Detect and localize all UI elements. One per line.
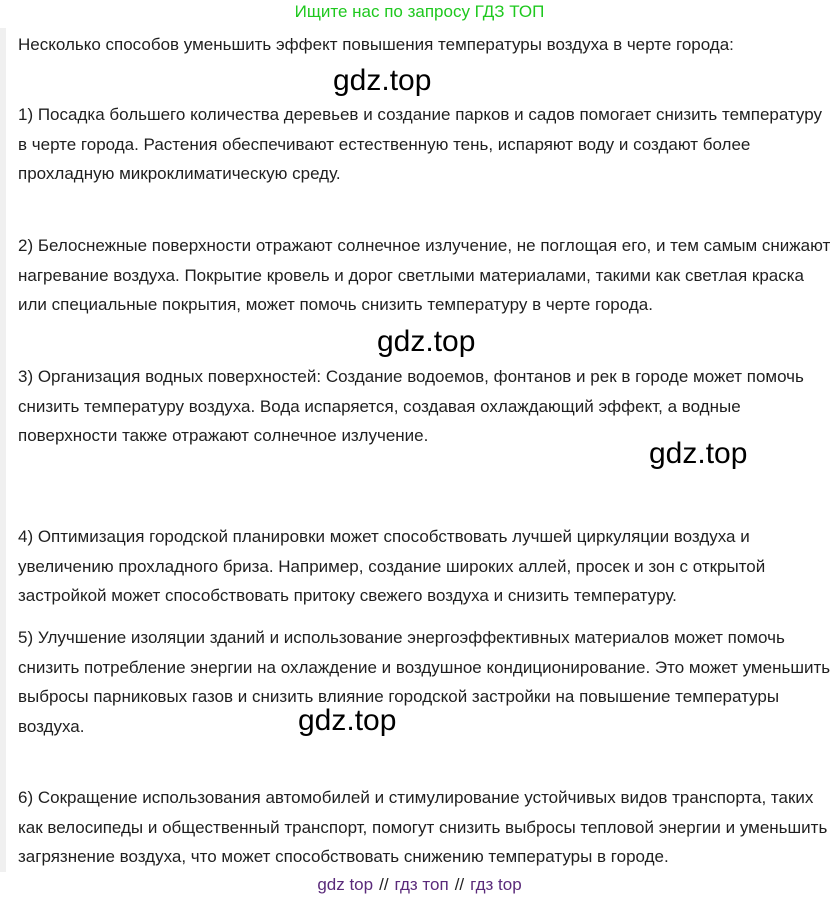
- watermark-2: gdz.top: [377, 325, 476, 358]
- paragraph-6: 6) Сокращение использования автомобилей и стимулирование устойчивых видов транспорта, таких как велосипеды и общественный транспорт, помогут снизить выбросы тепловой энергии и уменьшить загрязнение воздуха, что может способствовать снижению температуры в городе.: [18, 788, 828, 866]
- paragraph-2: 2) Белоснежные поверхности отражают солнечное излучение, не поглощая его, и тем самым снижают нагревание воздуха. Покрытие кровель и дорог светлыми материалами, такими как светлая краска или специальные покрытия, может помочь снизить температуру в черте города.: [18, 236, 831, 314]
- paragraph-3: 3) Организация водных поверхностей: Создание водоемов, фонтанов и рек в городе может помочь снизить температуру воздуха. Вода испаряется, создавая охлаждающий эффект, а водные поверхности также отражают солнечное излучение.: [18, 367, 804, 445]
- footer-link-gdz-top-mixed[interactable]: гдз top: [470, 875, 522, 894]
- footer-link-gdz-top-ru[interactable]: гдз топ: [394, 875, 449, 894]
- paragraph-1: 1) Посадка большего количества деревьев и создание парков и садов помогает снизить температуру в черте города. Растения обеспечивают естественную тень, испаряют воду и создают более прохладную микроклиматическую среду.: [18, 105, 822, 183]
- left-border-bar: [0, 28, 6, 872]
- watermark-1: gdz.top: [333, 64, 432, 97]
- paragraph-4: 4) Оптимизация городской планировки может способствовать лучшей циркуляции воздуха и увеличению прохладного бриза. Например, создание широких аллей, просек и зон с открытой застройкой может способствовать притоку свежего воздуха и снизить температуру.: [18, 527, 766, 605]
- paragraph-5: 5) Улучшение изоляции зданий и использование энергоэффективных материалов может помочь снизить потребление энергии на охлаждение и воздушное кондиционирование. Это может уменьшить выбросы парниковых газов и снизить влияние городской застройки на повышение температуры воздуха.: [18, 628, 831, 736]
- footer-separator: //: [454, 875, 465, 894]
- footer-link-gdz-top[interactable]: gdz top: [317, 875, 374, 894]
- footer-separator: //: [379, 875, 389, 894]
- footer-links: [0, 873, 839, 897]
- watermark-3: gdz.top: [649, 437, 748, 470]
- search-banner: Ищите нас по запросу ГДЗ ТОП: [294, 2, 545, 21]
- intro-text: Несколько способов уменьшить эффект повышения температуры воздуха в черте города:: [18, 35, 734, 54]
- watermark-4: gdz.top: [298, 704, 397, 737]
